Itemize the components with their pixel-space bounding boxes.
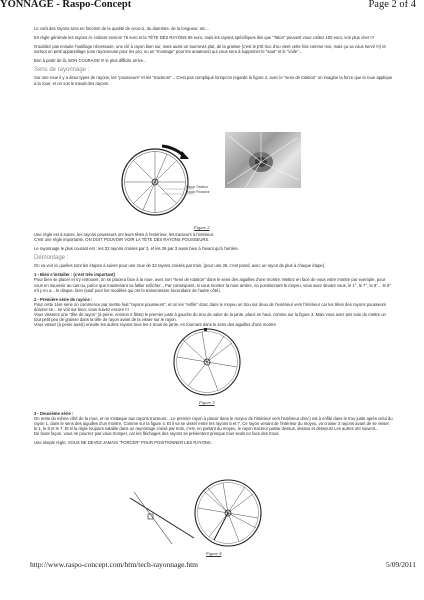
step-2-text-3: Vous vissez (à peine aussi) ensuite les autres rayons tous les 4 trous de jante, en tournant dans le sens des aiguilles d'une montre. bbox=[34, 322, 278, 328]
step-2-text: Pour cette 1ère série on commence par mettre huit "rayons pousseurs", et on les "enfile" donc dans le moyeu un trou sur deux de l'extérieur vers l'intérieur car les têtes des rayons pousseurs doivent se... se voit sur bien, vous suivez encore !!! bbox=[34, 301, 387, 312]
step-1-title: 1 - Bien s'installer : (c'est très important) bbox=[34, 272, 115, 278]
label-tracteur: Rayon Tracteur bbox=[186, 185, 208, 189]
paragraph-steps-intro: On va voir ici quelles sont les étapes à suivre pour une roue de 32 rayons croisés par trois. (pour une 36, c'est pareil, avec un rayon de plus à chaque étape). bbox=[34, 263, 326, 269]
paragraph-rule-important: C'est une règle importante, ON DOIT POUVOIR VOIR LA TÊTE DES RAYONS POUSSEURS. bbox=[34, 237, 210, 243]
step-1-text: Pour bien se placer et s'y retrouver, on se placera face à la roue, avec son "sens de rotation" dans le sens des aiguilles d'une montre. Mettez en face de vous votre montre par exemple, pour vous en souvenir au cas ou, parce que maintenant va falloir enficher... Par conséquent, si vous montez la roue arrière, en positionnant le moyeu, vous avez devant vous, le 1°, le 7°, le 8°... le 9° s'il y en a... le disque, bien (sauf pour les modèles qui ont la transmission secondaire de l'autre côté). bbox=[34, 277, 392, 293]
article-body bbox=[34, 26, 394, 90]
figure-4-wheel-diagram bbox=[128, 478, 278, 550]
article-body-3 bbox=[34, 411, 394, 450]
paragraph-cost: Le coût des rayons sera en fonction de la qualité de ceux-ci, du diamètre, de la longueur, etc... bbox=[34, 26, 209, 31]
article-body-2 bbox=[34, 232, 394, 331]
paragraph-spoke-types: Sur une roue il y a deux types de rayons, les "pousseurs" et les "tracteurs"... C'est pas compliqué lorsqu'on regarde la figure 2, avec le "sens de rotation" on imagine la force que la roue applique à la roue, et on voit le travail des rayons. bbox=[34, 75, 393, 86]
label-pousseur: Rayon Pousseur bbox=[186, 190, 210, 194]
section-heading-direction: Sens de rayonnage : bbox=[34, 67, 90, 74]
figure-2-caption: Figure 2 bbox=[194, 225, 210, 230]
step-3-text: On reste du même côté de la roue, et on s'attaque aux rayons tracteurs... Le premier rayon à placer dans le moyeu de l'intérieur vers l'extérieur donc) est à enfilé dans le trou juste après celui du rayon 1, dans le sens des aiguilles d'un montre. Comme sur la figure 4. Et il va se visser entre les rayons 6 et 7. Ce rayon venant de l'intérieur du moyeu, va croiser 3 rayons avant de se visser, le 1, le 8 et le 7. Et si la règle toujours valable dans un rayonnage croisé par trois, c'est, en partant du moyeu, le rayon tracteur passe dessus, dessus et dessous! Les autres ont suivent... bbox=[34, 416, 393, 432]
footer-url[interactable]: http://www.raspo-concept.com/htm/tech-rayonnage.htm bbox=[30, 560, 199, 569]
step-3-text-2: De toute façon, vous ne pourrez pas vous tromper, car les fléchages des rayons se présentent presque tous seuls en face des trous. bbox=[34, 431, 280, 437]
footer-date: 5/09/2011 bbox=[385, 560, 416, 569]
figure-3-wheel-diagram bbox=[152, 326, 262, 398]
page-title: YONNAGE - Raspo-Concept bbox=[0, 0, 132, 10]
step-2-text-2: Vous visserez une "tête de rayon" (à peine, environ 2 filets) le premier juste à gauche du trou de valve de la jante, placé en haut, comme sur la figure 3. Mais vous avez pris soin de mettre un tout petit peu de graisse dans la tête de rayon avant de la visser sur le rayon. bbox=[34, 312, 386, 323]
step-3-rule: Une simple règle, VOUS NE DEVEZ JAMAIS "FORCER" POUR POSITIONNER LES RAYONS. bbox=[34, 440, 212, 446]
paragraph-rule: Une règle est à suivre, les rayons pousseurs ont leurs têtes à l'extérieur, les tracteurs à l'intérieur. bbox=[34, 232, 215, 237]
page-number: Page 2 of 4 bbox=[368, 0, 416, 10]
wheel-hub-photo bbox=[225, 132, 301, 188]
paragraph-tools: N'oubliez pas ensuite l'outillage nécessaire, une clé à rayon bien sur, mais aussi un tournevis plat, de la graisse (c'est le p'tit truc d'ou vient cette fois comme moi, mais ça va vous servir !!!) et surtout un petit appareillage (une rayonneuse pour les pro, ou un "montage" pour les amateurs) qui vous sera à supprimer le "saut" et le "voile"... bbox=[34, 44, 386, 55]
paragraph-cost-detail: En règle générale les rayons Ar coûtent environ 75 euro et la TÊTE DES RAYONS 85 euro, mais les rayons spécifiques liés que "Talon" pouvent vous coûter 100 euro, voir plus cher !!! bbox=[34, 35, 374, 41]
section-heading-steps: Démontage : bbox=[34, 255, 69, 262]
paragraph-courage: Bon à partir de là, BON COURAGE !!! le plus difficile arrive... bbox=[34, 58, 147, 64]
step-3-title: 3 - Deuxième série : bbox=[34, 411, 74, 416]
figure-3-caption: Figure 3 bbox=[199, 400, 215, 405]
paragraph-common: Le rayonnage le plus courant est : les 32 rayons croisés par 3, et les 36 par 3 aussi bien à l'avant qu'à l'arrière. bbox=[34, 246, 239, 252]
figure-4-caption: Figure 4 bbox=[206, 551, 222, 556]
step-2-title: 2 - Première série de rayons : bbox=[34, 296, 93, 302]
figure-2-wheel-diagram bbox=[112, 142, 222, 224]
page-header bbox=[0, 0, 424, 14]
